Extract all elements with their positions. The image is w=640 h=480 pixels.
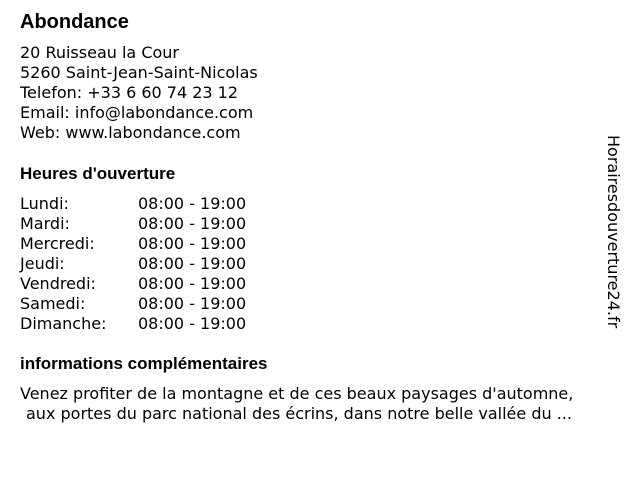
site-watermark: Horairesdouverture24.fr <box>604 135 623 329</box>
hours-row-wednesday <box>20 234 290 254</box>
description-line: Venez profiter de la montagne et de ces beaux paysages d'automne, <box>20 384 574 403</box>
business-name: Abondance <box>20 11 129 33</box>
additional-info-heading: informations complémentaires <box>20 354 268 373</box>
day-label: Vendredi: <box>20 274 96 293</box>
hours-row-sunday <box>20 314 290 334</box>
day-label: Mercredi: <box>20 234 95 253</box>
description-text <box>20 384 624 424</box>
opening-hours-heading: Heures d'ouverture <box>20 164 176 183</box>
email-text: Email: info@labondance.com <box>20 103 254 122</box>
hours-row-monday <box>20 194 290 214</box>
phone-text: Telefon: +33 6 60 74 23 12 <box>20 83 239 102</box>
address-street: 20 Ruisseau la Cour <box>20 43 179 62</box>
time-range: 08:00 - 19:00 <box>138 254 247 273</box>
time-range: 08:00 - 19:00 <box>138 194 247 213</box>
day-label: Jeudi: <box>20 254 65 273</box>
time-range: 08:00 - 19:00 <box>138 214 247 233</box>
day-label: Samedi: <box>20 294 86 313</box>
day-label: Lundi: <box>20 194 69 213</box>
address-city: 5260 Saint-Jean-Saint-Nicolas <box>20 63 258 82</box>
time-range: 08:00 - 19:00 <box>138 294 247 313</box>
hours-row-thursday <box>20 254 290 274</box>
time-range: 08:00 - 19:00 <box>138 274 247 293</box>
hours-row-friday <box>20 274 290 294</box>
opening-hours-table <box>20 194 290 334</box>
time-range: 08:00 - 19:00 <box>138 314 247 333</box>
day-label: Dimanche: <box>20 314 107 333</box>
day-label: Mardi: <box>20 214 70 233</box>
time-range: 08:00 - 19:00 <box>138 234 247 253</box>
contact-block <box>20 43 258 143</box>
hours-row-saturday <box>20 294 290 314</box>
description-line: aux portes du parc national des écrins, dans notre belle vallée du ... <box>26 404 572 423</box>
web-text: Web: www.labondance.com <box>20 123 241 142</box>
hours-row-tuesday <box>20 214 290 234</box>
